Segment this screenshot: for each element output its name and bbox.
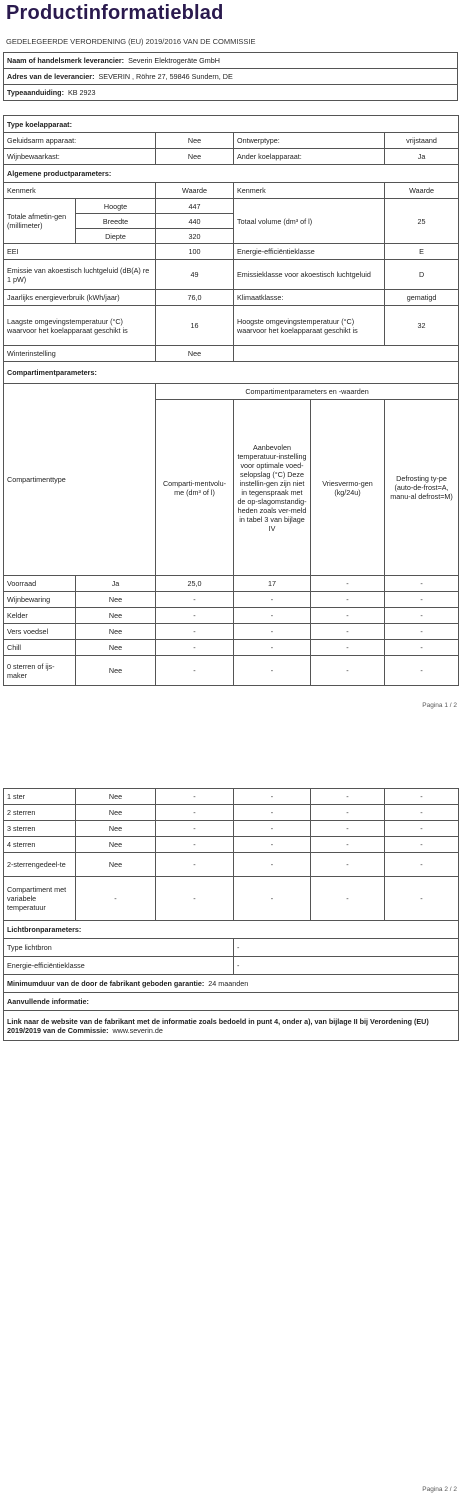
width-label: Breedte <box>76 214 156 229</box>
model-row <box>4 85 458 101</box>
compartment-freeze: - <box>311 624 385 640</box>
compartment-type-header: Compartimenttype <box>4 384 156 576</box>
compartment-defrost: - <box>385 640 459 656</box>
light-params-heading: Lichtbronparameters: <box>4 921 459 939</box>
winter-setting-label: Winterinstelling <box>4 346 156 362</box>
design-type-value: vrijstaand <box>385 133 459 149</box>
compartment-freeze: - <box>311 821 385 837</box>
climate-class-value: gematigd <box>385 290 459 306</box>
volume-value: 25 <box>385 199 459 244</box>
compartment-volume: - <box>156 656 234 686</box>
dimensions-label: Totale afmetin-gen (millimeter) <box>4 199 76 244</box>
noise-emission-value: 49 <box>156 260 234 290</box>
max-temp-label: Hoogste omgevingstemperatuur (°C) waarvoor het koelapparaat geschikt is <box>234 306 385 346</box>
website-link-row <box>4 1011 459 1041</box>
depth-value: 320 <box>156 229 234 244</box>
design-type-label: Ontwerptype: <box>234 133 385 149</box>
compartment-present: Nee <box>76 789 156 805</box>
annual-energy-label: Jaarlijks energieverbruik (kWh/jaar) <box>4 290 156 306</box>
min-temp-label: Laagste omgevingstemperatuur (°C) waarvoor het koelapparaat geschikt is <box>4 306 156 346</box>
compartment-freeze-header: Vriesvermo-gen (kg/24u) <box>311 400 385 576</box>
compartment-volume-header: Comparti-mentvolu-me (dm³ of l) <box>156 400 234 576</box>
compartment-defrost: - <box>385 592 459 608</box>
compartment-row <box>4 624 459 640</box>
compartment-volume: - <box>156 805 234 821</box>
compartment-temp: - <box>234 821 311 837</box>
compartment-name: Kelder <box>4 608 76 624</box>
compartment-present: Nee <box>76 640 156 656</box>
compartment-present: - <box>76 877 156 921</box>
compartment-defrost: - <box>385 608 459 624</box>
wine-cabinet-value: Nee <box>156 149 234 165</box>
supplier-address-value: SEVERIN , Röhre 27, 59846 Sundern, DE <box>98 72 233 81</box>
compartment-defrost: - <box>385 805 459 821</box>
compartment-temp: - <box>234 592 311 608</box>
annual-energy-value: 76,0 <box>156 290 234 306</box>
website-link-value[interactable]: www.severin.de <box>112 1025 163 1035</box>
low-noise-value: Nee <box>156 133 234 149</box>
other-appliance-value: Ja <box>385 149 459 165</box>
compartment-present: Nee <box>76 624 156 640</box>
noise-class-value: D <box>385 260 459 290</box>
compartment-freeze: - <box>311 853 385 877</box>
compartment-name: Vers voedsel <box>4 624 76 640</box>
compartment-freeze: - <box>311 576 385 592</box>
compartment-row <box>4 877 459 921</box>
climate-class-label: Klimaatklasse: <box>234 290 385 306</box>
compartment-name: 1 ster <box>4 789 76 805</box>
volume-label: Totaal volume (dm³ of l) <box>234 199 385 244</box>
compartment-freeze: - <box>311 592 385 608</box>
compartment-freeze: - <box>311 640 385 656</box>
compartment-name: 3 sterren <box>4 821 76 837</box>
compartment-name: 2-sterrengedeel-te <box>4 853 76 877</box>
compartment-row <box>4 576 459 592</box>
energy-class-label: Energie-efficiëntieklasse <box>234 244 385 260</box>
compartment-rows-page1 <box>4 576 459 686</box>
light-type-value: - <box>234 939 459 957</box>
light-class-label: Energie-efficiëntieklasse <box>4 957 234 975</box>
compartment-volume: - <box>156 821 234 837</box>
compartment-defrost: - <box>385 656 459 686</box>
compartment-group-header: Compartimentparameters en -waarden <box>156 384 459 400</box>
light-class-value: - <box>234 957 459 975</box>
compartment-defrost: - <box>385 837 459 853</box>
compartment-freeze: - <box>311 837 385 853</box>
compartment-name: 2 sterren <box>4 805 76 821</box>
compartment-freeze: - <box>311 656 385 686</box>
compartment-defrost: - <box>385 624 459 640</box>
empty-cell <box>234 346 459 362</box>
other-appliance-label: Ander koelapparaat: <box>234 149 385 165</box>
low-noise-label: Geluidsarm apparaat: <box>4 133 156 149</box>
compartment-temp: 17 <box>234 576 311 592</box>
winter-setting-value: Nee <box>156 346 234 362</box>
compartment-temp: - <box>234 656 311 686</box>
model-value: KB 2923 <box>67 88 96 97</box>
page-number-2: Pagina 2 / 2 <box>422 1486 457 1493</box>
compartment-temp: - <box>234 789 311 805</box>
compartment-row <box>4 821 459 837</box>
noise-class-label: Emissieklasse voor akoestisch luchtgeluid <box>234 260 385 290</box>
energy-class-value: E <box>385 244 459 260</box>
compartment-temp: - <box>234 805 311 821</box>
compartment-volume: - <box>156 624 234 640</box>
noise-emission-label: Emissie van akoestisch luchtgeluid (dB(A) re 1 pW) <box>4 260 156 290</box>
supplier-table <box>3 52 458 101</box>
compartment-volume: - <box>156 877 234 921</box>
compartment-row <box>4 640 459 656</box>
supplier-address-row <box>4 69 458 85</box>
page-title: Productinformatieblad <box>6 2 224 24</box>
main-table-page1 <box>3 115 459 686</box>
additional-info-heading: Aanvullende informatie: <box>4 993 459 1011</box>
eei-label: EEI <box>4 244 156 260</box>
model-label: Typeaanduiding: <box>7 88 64 97</box>
compartment-volume: - <box>156 853 234 877</box>
min-temp-value: 16 <box>156 306 234 346</box>
main-table-page2 <box>3 788 459 1041</box>
max-temp-value: 32 <box>385 306 459 346</box>
compartment-temp: - <box>234 837 311 853</box>
compartment-defrost-header: Defrosting ty-pe (auto-de-frost=A, manu-al defrost=M) <box>385 400 459 576</box>
compartment-rows-page2 <box>4 789 459 921</box>
height-label: Hoogte <box>76 199 156 214</box>
compartment-defrost: - <box>385 789 459 805</box>
supplier-name-row <box>4 53 458 69</box>
compartment-volume: - <box>156 592 234 608</box>
compartment-name: 0 sterren of ijs-maker <box>4 656 76 686</box>
compartment-temp: - <box>234 624 311 640</box>
compartment-present: Nee <box>76 608 156 624</box>
compartment-defrost: - <box>385 853 459 877</box>
eei-value: 100 <box>156 244 234 260</box>
compartment-volume: - <box>156 640 234 656</box>
compartment-row <box>4 656 459 686</box>
compartment-name: Chill <box>4 640 76 656</box>
col-value-left: Waarde <box>156 183 234 199</box>
page-number-1: Pagina 1 / 2 <box>422 702 457 709</box>
width-value: 440 <box>156 214 234 229</box>
compartment-freeze: - <box>311 608 385 624</box>
compartment-defrost: - <box>385 821 459 837</box>
compartment-row <box>4 608 459 624</box>
compartment-present: Nee <box>76 592 156 608</box>
warranty-value: 24 maanden <box>208 979 249 988</box>
compartment-row <box>4 789 459 805</box>
height-value: 447 <box>156 199 234 214</box>
col-feature-left: Kenmerk <box>4 183 156 199</box>
compartment-temp: - <box>234 877 311 921</box>
compartment-present: Nee <box>76 821 156 837</box>
compartment-present: Ja <box>76 576 156 592</box>
compartment-freeze: - <box>311 877 385 921</box>
compartment-row <box>4 837 459 853</box>
general-params-heading: Algemene productparameters: <box>4 165 459 183</box>
compartment-freeze: - <box>311 789 385 805</box>
appliance-type-heading: Type koelapparaat: <box>4 116 459 133</box>
compartment-row <box>4 592 459 608</box>
compartment-defrost: - <box>385 877 459 921</box>
compartment-volume: 25,0 <box>156 576 234 592</box>
compartment-name: Wijnbewaring <box>4 592 76 608</box>
compartment-temp: - <box>234 608 311 624</box>
compartment-params-heading: Compartimentparameters: <box>4 362 459 384</box>
website-link-text: Link naar de website van de fabrikant met de informatie zoals bedoeld in punt 4, onder a), van bijlage II bij Verordening (EU) 2019/2019 van de Commissie: <box>7 1016 429 1035</box>
warranty-row <box>4 975 459 993</box>
light-type-label: Type lichtbron <box>4 939 234 957</box>
supplier-name-value: Severin Elektrogeräte GmbH <box>128 56 220 65</box>
compartment-row <box>4 805 459 821</box>
col-feature-right: Kenmerk <box>234 183 385 199</box>
compartment-present: Nee <box>76 853 156 877</box>
depth-label: Diepte <box>76 229 156 244</box>
supplier-address-label: Adres van de leverancier: <box>7 72 95 81</box>
compartment-volume: - <box>156 789 234 805</box>
compartment-volume: - <box>156 837 234 853</box>
compartment-freeze: - <box>311 805 385 821</box>
compartment-defrost: - <box>385 576 459 592</box>
compartment-name: 4 sterren <box>4 837 76 853</box>
compartment-temp-header: Aanbevolen temperatuur-instelling voor optimale voed-selopslag (°C) Deze instellin-gen zijn niet in tegenspraak met de op-slagomstandig-heden zoals ver-meld in tabel 3 van bijlage IV <box>234 400 311 576</box>
compartment-present: Nee <box>76 837 156 853</box>
warranty-label: Minimumduur van de door de fabrikant geboden garantie: <box>7 979 205 988</box>
compartment-temp: - <box>234 853 311 877</box>
compartment-temp: - <box>234 640 311 656</box>
compartment-row <box>4 853 459 877</box>
compartment-present: Nee <box>76 805 156 821</box>
compartment-present: Nee <box>76 656 156 686</box>
compartment-volume: - <box>156 608 234 624</box>
wine-cabinet-label: Wijnbewaarkast: <box>4 149 156 165</box>
compartment-name: Voorraad <box>4 576 76 592</box>
supplier-name-label: Naam of handelsmerk leverancier: <box>7 56 125 65</box>
col-value-right: Waarde <box>385 183 459 199</box>
compartment-name: Compartiment met variabele temperatuur <box>4 877 76 921</box>
regulation-subtitle: GEDELEGEERDE VERORDENING (EU) 2019/2016 VAN DE COMMISSIE <box>6 37 256 46</box>
